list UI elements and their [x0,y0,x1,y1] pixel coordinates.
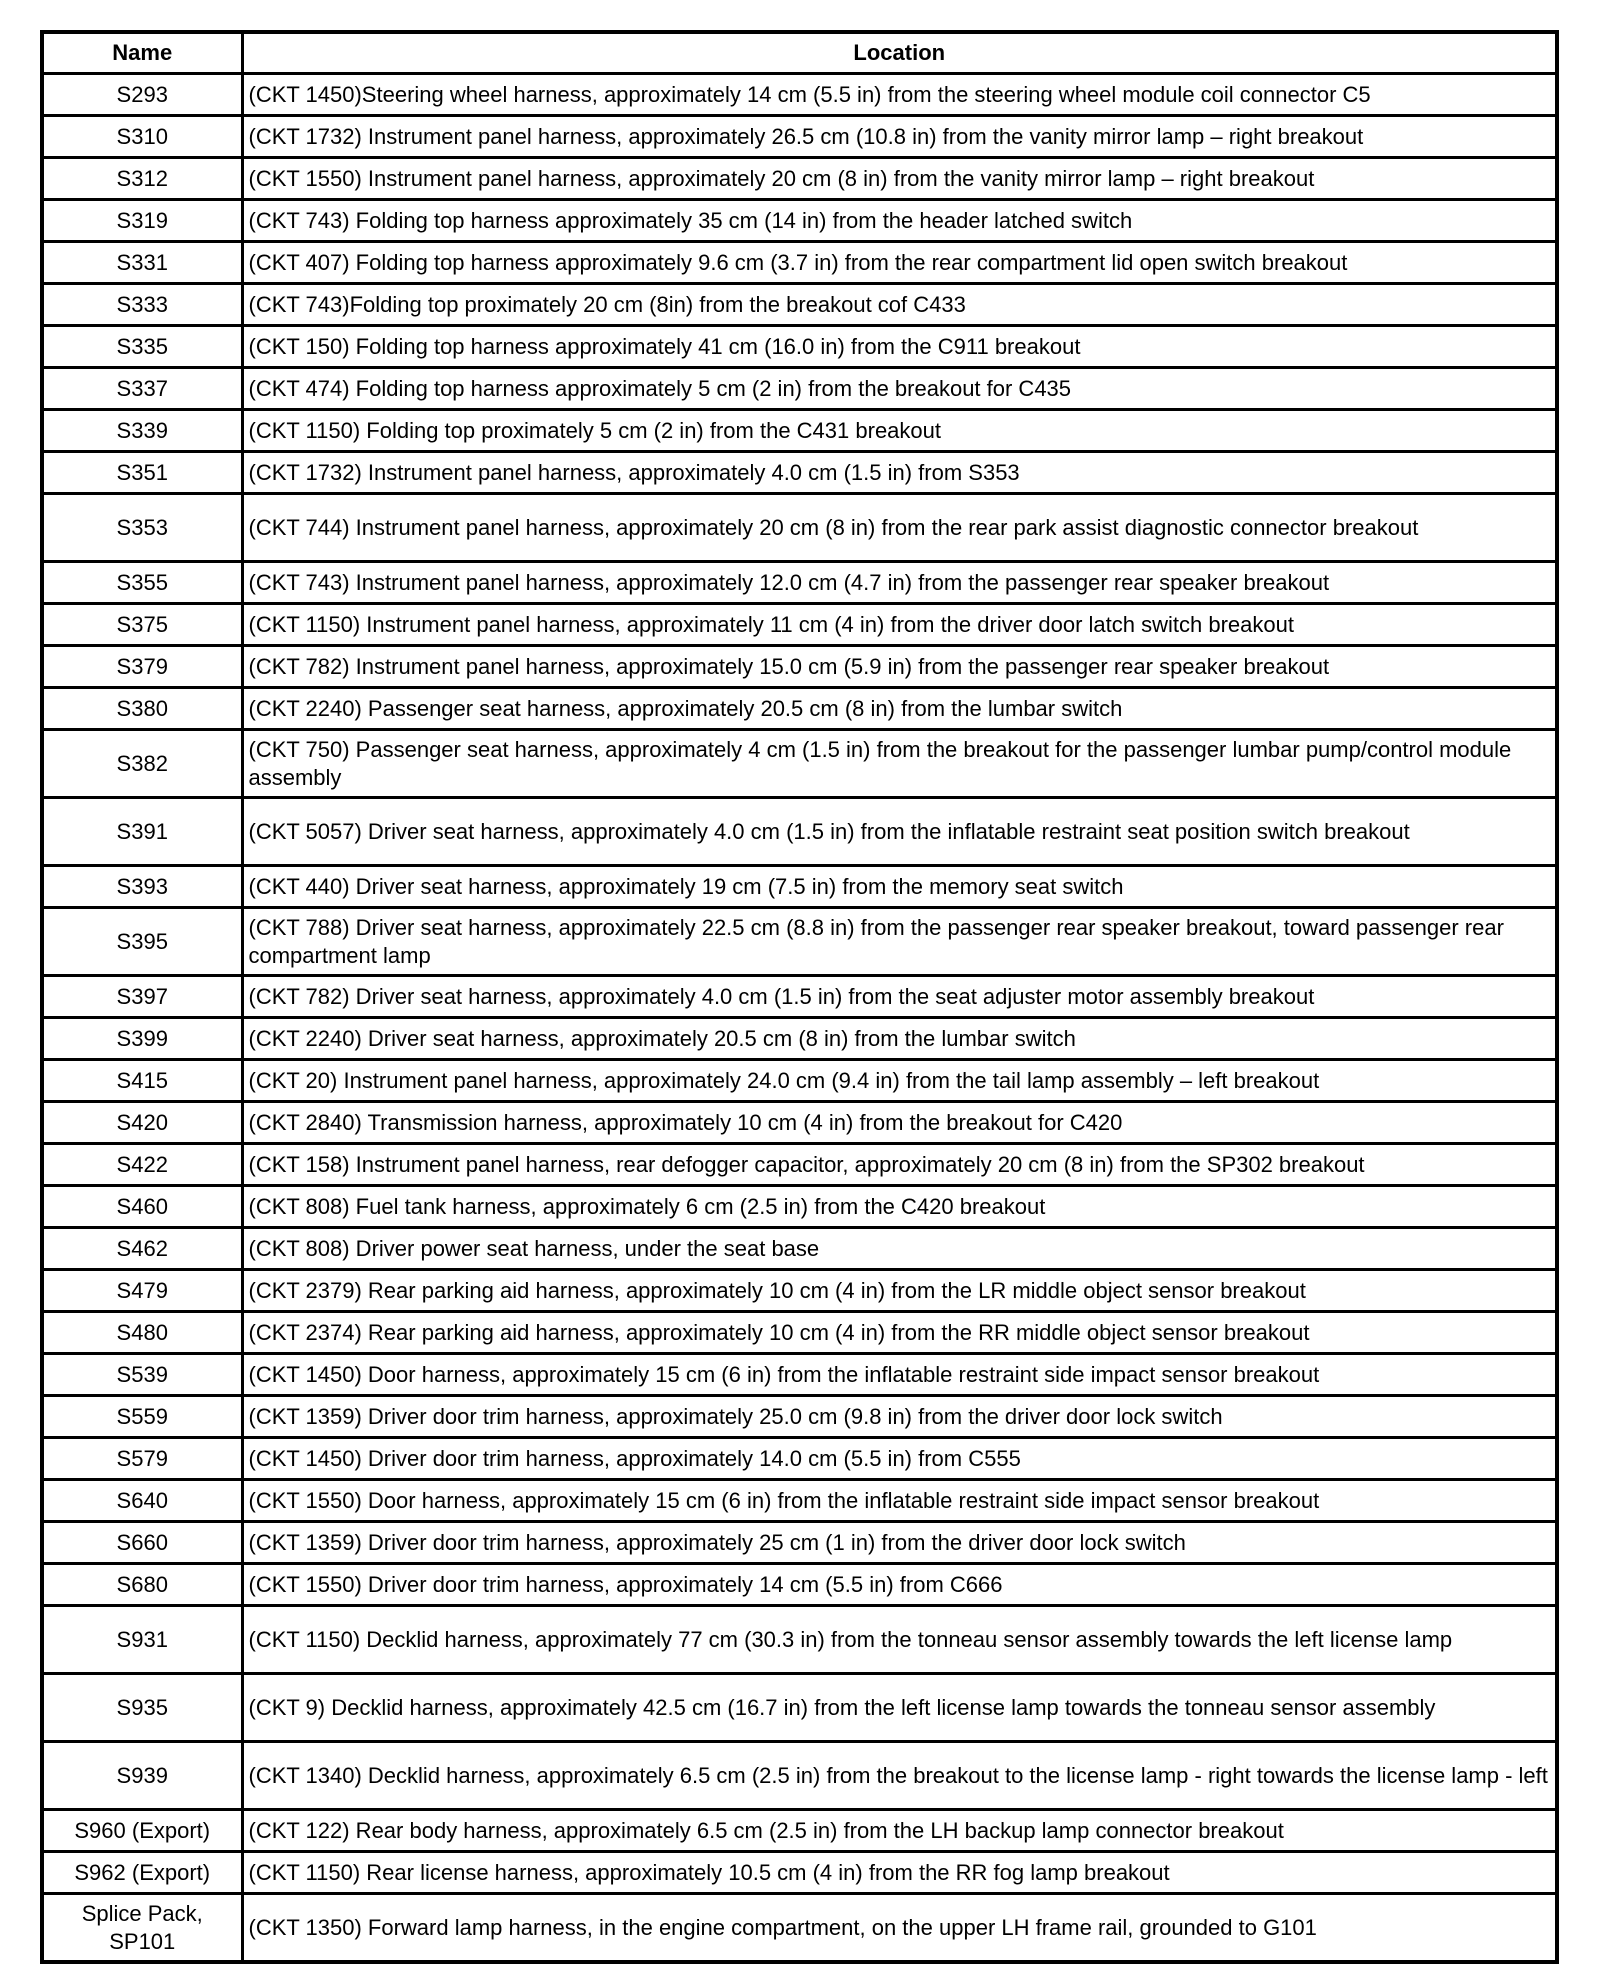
table-row [42,1144,1557,1186]
splice-location-cell: (CKT 1150) Rear license harness, approximately 10.5 cm (4 in) from the RR fog lamp breakout [242,1852,1557,1894]
table-row [42,242,1557,284]
splice-name-cell: S939 [42,1742,242,1810]
splice-location-cell: (CKT 750) Passenger seat harness, approximately 4 cm (1.5 in) from the breakout for the passenger lumbar pump/control module assembly [242,730,1557,798]
table-row [42,688,1557,730]
splice-location-cell: (CKT 1350) Forward lamp harness, in the engine compartment, on the upper LH frame rail, grounded to G101 [242,1894,1557,1963]
splice-location-cell: (CKT 1150) Folding top proximately 5 cm (2 in) from the C431 breakout [242,410,1557,452]
splice-location-cell: (CKT 1359) Driver door trim harness, approximately 25.0 cm (9.8 in) from the driver door lock switch [242,1396,1557,1438]
table-row [42,976,1557,1018]
splice-location-cell: (CKT 20) Instrument panel harness, approximately 24.0 cm (9.4 in) from the tail lamp assembly – left breakout [242,1060,1557,1102]
table-row [42,1270,1557,1312]
table-row [42,200,1557,242]
splice-location-cell: (CKT 1359) Driver door trim harness, approximately 25 cm (1 in) from the driver door lock switch [242,1522,1557,1564]
splice-name-cell: S333 [42,284,242,326]
splice-name-cell: S559 [42,1396,242,1438]
splice-location-cell: (CKT 782) Instrument panel harness, approximately 15.0 cm (5.9 in) from the passenger rear speaker breakout [242,646,1557,688]
table-row [42,866,1557,908]
table-row [42,1396,1557,1438]
table-row [42,410,1557,452]
table-row [42,1606,1557,1674]
table-header-row [42,32,1557,74]
splice-name-cell: S355 [42,562,242,604]
splice-location-cell: (CKT 440) Driver seat harness, approximately 19 cm (7.5 in) from the memory seat switch [242,866,1557,908]
table-row [42,1312,1557,1354]
splice-location-cell: (CKT 743)Folding top proximately 20 cm (8in) from the breakout cof C433 [242,284,1557,326]
splice-name-cell: S312 [42,158,242,200]
table-row [42,1810,1557,1852]
table-body [42,74,1557,1963]
splice-name-cell: Splice Pack, SP101 [42,1894,242,1963]
splice-name-cell: S382 [42,730,242,798]
splice-name-cell: S331 [42,242,242,284]
splice-name-cell: S379 [42,646,242,688]
splice-name-cell: S339 [42,410,242,452]
splice-location-cell: (CKT 407) Folding top harness approximately 9.6 cm (3.7 in) from the rear compartment lid open switch breakout [242,242,1557,284]
splice-location-cell: (CKT 1150) Instrument panel harness, approximately 11 cm (4 in) from the driver door latch switch breakout [242,604,1557,646]
splice-name-cell: S293 [42,74,242,116]
splice-name-cell: S931 [42,1606,242,1674]
splice-name-cell: S640 [42,1480,242,1522]
splice-location-cell: (CKT 808) Driver power seat harness, under the seat base [242,1228,1557,1270]
table-row [42,1060,1557,1102]
table-row [42,158,1557,200]
table-row [42,1438,1557,1480]
splice-name-cell: S962 (Export) [42,1852,242,1894]
splice-location-cell: (CKT 1150) Decklid harness, approximately 77 cm (30.3 in) from the tonneau sensor assembly towards the left license lamp [242,1606,1557,1674]
splice-location-cell: (CKT 744) Instrument panel harness, approximately 20 cm (8 in) from the rear park assist diagnostic connector breakout [242,494,1557,562]
table-row [42,1102,1557,1144]
splice-name-cell: S351 [42,452,242,494]
splice-name-cell: S310 [42,116,242,158]
splice-location-cell: (CKT 158) Instrument panel harness, rear defogger capacitor, approximately 20 cm (8 in) from the SP302 breakout [242,1144,1557,1186]
table-row [42,798,1557,866]
splice-location-cell: (CKT 474) Folding top harness approximately 5 cm (2 in) from the breakout for C435 [242,368,1557,410]
table-row [42,284,1557,326]
splice-name-cell: S539 [42,1354,242,1396]
splice-location-cell: (CKT 122) Rear body harness, approximately 6.5 cm (2.5 in) from the LH backup lamp connector breakout [242,1810,1557,1852]
splice-name-cell: S380 [42,688,242,730]
table-row [42,1018,1557,1060]
column-header-name: Name [42,32,242,74]
table-row [42,74,1557,116]
splice-location-cell: (CKT 1450)Steering wheel harness, approximately 14 cm (5.5 in) from the steering wheel module coil connector C5 [242,74,1557,116]
splice-name-cell: S375 [42,604,242,646]
splice-location-cell: (CKT 1550) Instrument panel harness, approximately 20 cm (8 in) from the vanity mirror lamp – right breakout [242,158,1557,200]
splice-location-cell: (CKT 1340) Decklid harness, approximately 6.5 cm (2.5 in) from the breakout to the license lamp - right towards the license lamp - left [242,1742,1557,1810]
table-row [42,368,1557,410]
table-row [42,1674,1557,1742]
table-row [42,1522,1557,1564]
splice-location-cell: (CKT 808) Fuel tank harness, approximately 6 cm (2.5 in) from the C420 breakout [242,1186,1557,1228]
table-row [42,1852,1557,1894]
table-row [42,326,1557,368]
table-row [42,1186,1557,1228]
splice-name-cell: S415 [42,1060,242,1102]
splice-name-cell: S391 [42,798,242,866]
splice-location-cell: (CKT 9) Decklid harness, approximately 42.5 cm (16.7 in) from the left license lamp towards the tonneau sensor assembly [242,1674,1557,1742]
splice-name-cell: S422 [42,1144,242,1186]
splice-name-cell: S393 [42,866,242,908]
splice-name-cell: S335 [42,326,242,368]
splice-name-cell: S460 [42,1186,242,1228]
splice-location-cell: (CKT 150) Folding top harness approximately 41 cm (16.0 in) from the C911 breakout [242,326,1557,368]
table-row [42,604,1557,646]
splice-name-cell: S479 [42,1270,242,1312]
splice-name-cell: S462 [42,1228,242,1270]
splice-name-cell: S399 [42,1018,242,1060]
table-row [42,1228,1557,1270]
splice-location-cell: (CKT 1550) Door harness, approximately 15 cm (6 in) from the inflatable restraint side impact sensor breakout [242,1480,1557,1522]
splice-location-cell: (CKT 2240) Passenger seat harness, approximately 20.5 cm (8 in) from the lumbar switch [242,688,1557,730]
splice-location-cell: (CKT 743) Folding top harness approximately 35 cm (14 in) from the header latched switch [242,200,1557,242]
table-row [42,116,1557,158]
splice-location-cell: (CKT 1550) Driver door trim harness, approximately 14 cm (5.5 in) from C666 [242,1564,1557,1606]
table-row [42,452,1557,494]
splice-name-cell: S397 [42,976,242,1018]
table-row [42,1894,1557,1963]
splice-location-cell: (CKT 1732) Instrument panel harness, approximately 26.5 cm (10.8 in) from the vanity mirror lamp – right breakout [242,116,1557,158]
splice-name-cell: S395 [42,908,242,976]
splice-name-cell: S337 [42,368,242,410]
table-row [42,646,1557,688]
splice-name-cell: S680 [42,1564,242,1606]
splice-name-cell: S579 [42,1438,242,1480]
splice-name-cell: S353 [42,494,242,562]
splice-name-cell: S420 [42,1102,242,1144]
table-row [42,1480,1557,1522]
splice-name-cell: S660 [42,1522,242,1564]
table-row [42,1742,1557,1810]
splice-name-cell: S319 [42,200,242,242]
table-row [42,1564,1557,1606]
column-header-location: Location [242,32,1557,74]
splice-name-cell: S480 [42,1312,242,1354]
table-row [42,1354,1557,1396]
table-row [42,730,1557,798]
table-row [42,562,1557,604]
splice-location-cell: (CKT 2840) Transmission harness, approximately 10 cm (4 in) from the breakout for C420 [242,1102,1557,1144]
splice-location-table [40,30,1559,1964]
splice-location-cell: (CKT 788) Driver seat harness, approximately 22.5 cm (8.8 in) from the passenger rear speaker breakout, toward passenger rear compartment lamp [242,908,1557,976]
table-row [42,908,1557,976]
splice-location-cell: (CKT 5057) Driver seat harness, approximately 4.0 cm (1.5 in) from the inflatable restraint seat position switch breakout [242,798,1557,866]
splice-location-cell: (CKT 1450) Driver door trim harness, approximately 14.0 cm (5.5 in) from C555 [242,1438,1557,1480]
splice-name-cell: S935 [42,1674,242,1742]
splice-location-cell: (CKT 2374) Rear parking aid harness, approximately 10 cm (4 in) from the RR middle object sensor breakout [242,1312,1557,1354]
splice-location-cell: (CKT 1732) Instrument panel harness, approximately 4.0 cm (1.5 in) from S353 [242,452,1557,494]
splice-name-cell: S960 (Export) [42,1810,242,1852]
table-row [42,494,1557,562]
splice-location-cell: (CKT 2379) Rear parking aid harness, approximately 10 cm (4 in) from the LR middle object sensor breakout [242,1270,1557,1312]
splice-location-cell: (CKT 782) Driver seat harness, approximately 4.0 cm (1.5 in) from the seat adjuster motor assembly breakout [242,976,1557,1018]
splice-location-cell: (CKT 2240) Driver seat harness, approximately 20.5 cm (8 in) from the lumbar switch [242,1018,1557,1060]
splice-location-cell: (CKT 743) Instrument panel harness, approximately 12.0 cm (4.7 in) from the passenger rear speaker breakout [242,562,1557,604]
splice-location-cell: (CKT 1450) Door harness, approximately 15 cm (6 in) from the inflatable restraint side impact sensor breakout [242,1354,1557,1396]
